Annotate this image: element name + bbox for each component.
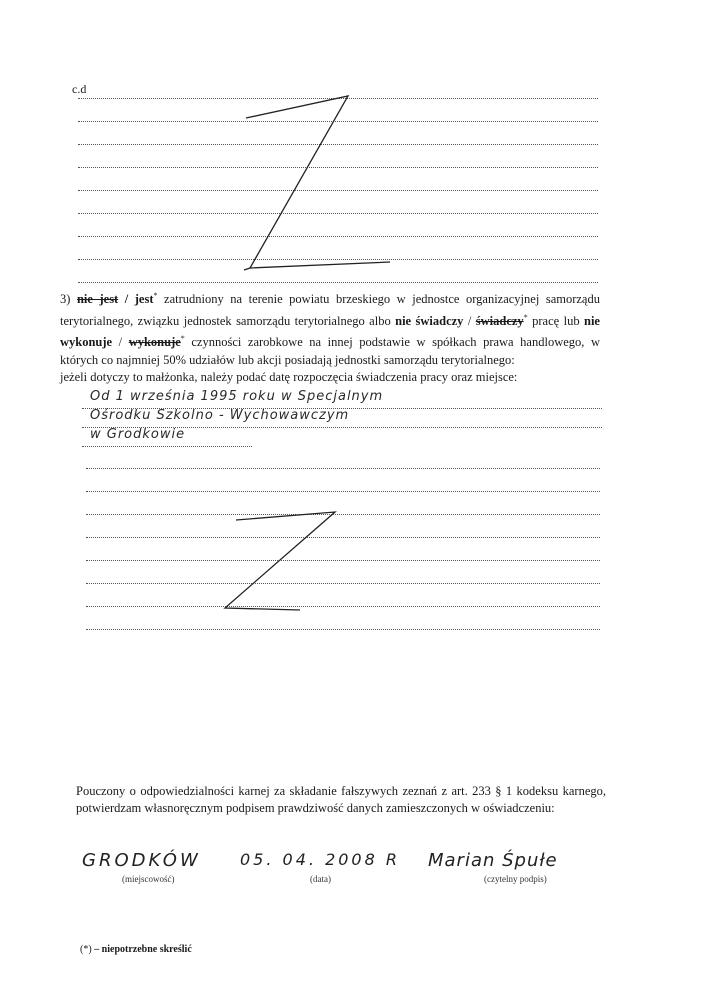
signature-row bbox=[78, 850, 618, 900]
dotted-line bbox=[86, 492, 600, 515]
dotted-line bbox=[86, 584, 600, 607]
section-3-paragraph bbox=[60, 287, 600, 387]
footnote bbox=[80, 944, 192, 955]
handwritten-text: Ośrodku Szkolno - Wychowawczym bbox=[90, 408, 350, 423]
dotted-line bbox=[78, 191, 598, 214]
footnote-mark: * bbox=[180, 334, 185, 344]
text-part: czynności zarobkowe na innej podstawie w spółkach prawa handlowego, w których co najmniej 50% udziałów lub akcji posiadają jednostki samorządu terytorialnego: bbox=[60, 335, 600, 367]
cd-label: c.d bbox=[72, 82, 87, 96]
declaration-text: Pouczony o odpowiedzialności karnej za składanie fałszywych zeznań z art. 233 § 1 kodeksu karnego, potwierdzam własnoręcznym podpisem prawdziwość danych zamieszczonych w oświadczeniu: bbox=[76, 784, 606, 815]
handwritten-text: w Grodkowie bbox=[90, 427, 186, 442]
bold-jest: jest bbox=[134, 292, 154, 307]
footnote-star: (*) bbox=[80, 944, 92, 955]
handwritten-line-1 bbox=[82, 389, 602, 409]
dotted-line bbox=[78, 168, 598, 191]
dotted-line bbox=[78, 260, 598, 283]
section-3-lines bbox=[86, 446, 600, 630]
signature-caption: (czytelny podpis) bbox=[484, 874, 547, 884]
date-field bbox=[240, 850, 400, 884]
dotted-line bbox=[78, 145, 598, 168]
dotted-line bbox=[78, 122, 598, 145]
text-part: pracę lub bbox=[527, 313, 584, 328]
signature-field bbox=[428, 850, 558, 884]
bold-nie-wykonuje: nie wykonuje bbox=[60, 313, 600, 350]
dotted-line bbox=[86, 515, 600, 538]
place-value: GRODKÓW bbox=[82, 850, 201, 871]
dotted-line bbox=[78, 99, 598, 122]
handwritten-text: Od 1 września 1995 roku w Specjalnym bbox=[90, 389, 384, 404]
separator: / bbox=[118, 292, 135, 307]
handwritten-line-3 bbox=[82, 427, 252, 447]
text-part: zatrudniony na terenie powiatu brzeskiego w jednostce organizacyjnej samorządu terytorialnego, związku jednostek samorządu terytorialnego albo bbox=[60, 292, 600, 328]
section-cd-lines bbox=[72, 76, 598, 283]
place-field bbox=[82, 850, 201, 884]
dotted-line bbox=[86, 607, 600, 630]
dotted-line bbox=[72, 76, 598, 99]
struck-swiadczy: świadczy bbox=[475, 313, 524, 328]
dotted-line bbox=[86, 538, 600, 561]
separator: / bbox=[463, 313, 476, 328]
handwritten-line-2 bbox=[82, 408, 602, 428]
dotted-line bbox=[78, 237, 598, 260]
place-caption: (miejscowość) bbox=[122, 874, 175, 884]
dotted-line bbox=[86, 561, 600, 584]
date-caption: (data) bbox=[310, 874, 331, 884]
signature-value: Marian Śpułe bbox=[428, 850, 558, 871]
section-number: 3) bbox=[60, 292, 71, 307]
footnote-text: – niepotrzebne skreślić bbox=[91, 944, 192, 955]
date-value: 05. 04. 2008 R bbox=[240, 850, 400, 869]
spouse-note: jeżeli dotyczy to małżonka, należy podać datę rozpoczęcia świadczenia pracy oraz miejsce: bbox=[60, 370, 518, 385]
dotted-line bbox=[86, 469, 600, 492]
dotted-line bbox=[78, 214, 598, 237]
dotted-line bbox=[86, 446, 600, 469]
struck-nie-jest: nie jest bbox=[76, 292, 119, 307]
struck-wykonuje: wykonuje bbox=[128, 335, 181, 350]
separator: / bbox=[112, 335, 129, 350]
footnote-mark: * bbox=[523, 312, 528, 322]
footnote-mark: * bbox=[153, 291, 158, 300]
bold-nie-swiadczy: nie świadczy bbox=[395, 313, 464, 328]
